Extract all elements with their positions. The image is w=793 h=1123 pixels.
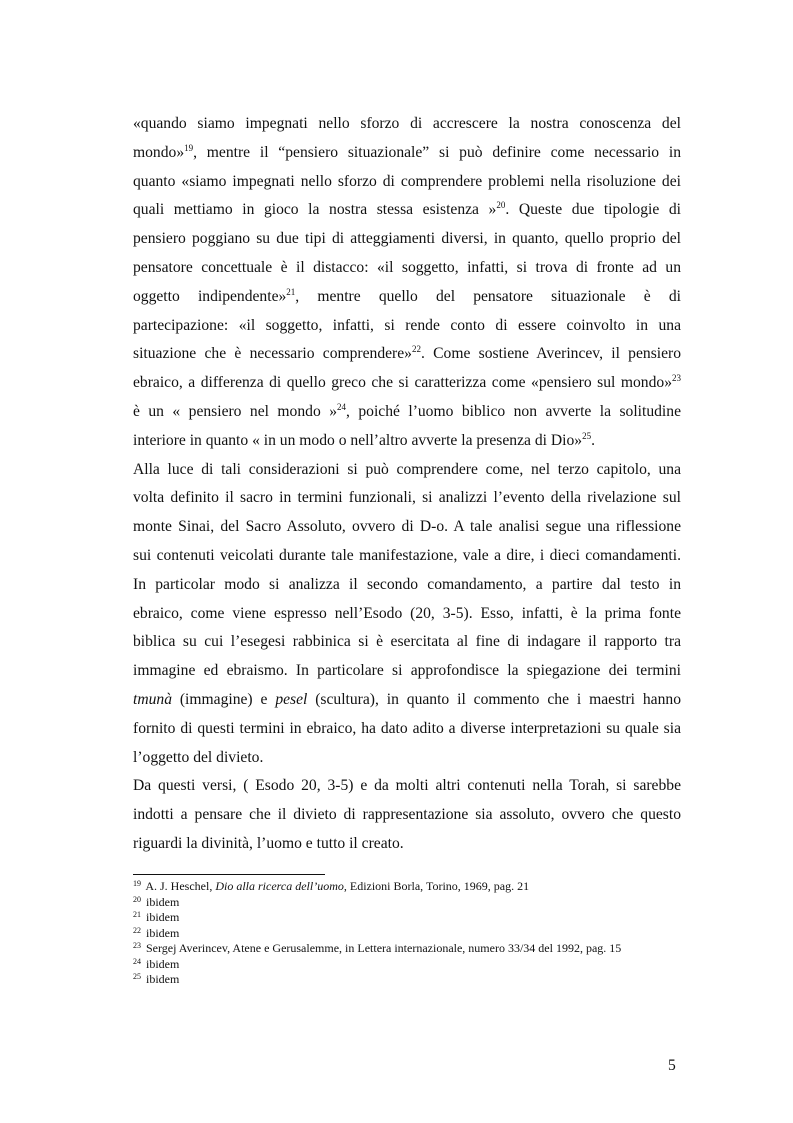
book-title: Dio alla ricerca dell’uomo xyxy=(215,879,344,893)
text-line: l’oggetto del divieto. xyxy=(133,748,264,766)
footnote: $^{24}$ ibidem xyxy=(133,956,180,971)
text-line: pensatore concettuale è il distacco: «il soggetto, infatti, si trova di fronte ad un xyxy=(133,258,681,276)
text-line: volta definito il sacro in termini funzionali, si analizzi l’evento della rivelazione sul xyxy=(133,489,681,507)
footnote: $^{19}$ A. J. Heschel, Dio alla ricerca dell’uomo, Edizioni Borla, Torino, 1969, pag. 21 xyxy=(133,879,530,893)
text-line: immagine ed ebraismo. In particolare si approfondisce la spiegazione dei termini xyxy=(133,662,681,680)
footnote: $^{23}$ Sergej Averincev, Atene e Gerusalemme, in Lettera internazionale, numero 33/34 del 1992, pag. 15 xyxy=(133,941,622,955)
footnote-ref[interactable]: 25 xyxy=(582,430,592,441)
text-line: riguardi la divinità, l’uomo e tutto il creato. xyxy=(133,834,404,852)
paragraph-3 xyxy=(133,772,681,858)
paragraph-2 xyxy=(133,456,681,773)
footnote-ref[interactable]: 20 xyxy=(496,200,506,211)
footnote-ref[interactable]: 23 xyxy=(672,373,681,384)
text-line: indotti a pensare che il divieto di rappresentazione sia assoluto, ovvero che questo xyxy=(133,806,681,824)
text-line: «quando siamo impegnati nello sforzo di accrescere la nostra conoscenza del xyxy=(133,115,681,132)
text-line: Da questi versi, ( Esodo 20, 3-5) e da molti altri contenuti nella Torah, si sarebbe xyxy=(133,777,681,795)
footnote: $^{21}$ ibidem xyxy=(133,910,180,924)
footnote-separator xyxy=(133,874,325,875)
text-line: ebraico, come viene espresso nell’Esodo (20, 3-5). Esso, infatti, è la prima fonte xyxy=(133,604,681,622)
text-line: In particolar modo si analizza il secondo comandamento, a partire dal testo in xyxy=(133,575,681,593)
text-line: quali mettiamo in gioco la nostra stessa esistenza »$^{20}$. Queste due tipologie di xyxy=(133,200,681,219)
text-line: ebraico, a differenza di quello greco che si caratterizza come «pensiero sul mondo»$^{23}$ xyxy=(133,373,681,392)
text-line: quanto «siamo impegnati nello sforzo di comprendere problemi nella risoluzione dei xyxy=(133,172,681,190)
text-line: fornito di questi termini in ebraico, ha dato adito a diverse interpretazioni su quale sia xyxy=(133,719,681,737)
footnote-ref[interactable]: 24 xyxy=(337,401,346,412)
footnote-ref[interactable]: 21 xyxy=(286,286,296,297)
text-line: situazione che è necessario comprendere»$^{22}$. Come sostiene Averincev, il pensiero xyxy=(133,344,682,363)
text-line: oggetto indipendente»$^{21}$, mentre quello del pensatore situazionale è di xyxy=(133,286,681,305)
page-number: 5 xyxy=(668,1057,676,1074)
footnote-ref[interactable]: 19 xyxy=(184,142,194,153)
text-line: partecipazione: «il soggetto, infatti, si rende conto di essere coinvolto in una xyxy=(133,316,681,334)
text-line: sui contenuti veicolati durante tale manifestazione, vale a dire, i dieci comandamenti. xyxy=(133,546,681,564)
footnote: $^{25}$ ibidem xyxy=(133,972,180,986)
text-line: pensiero poggiano su due tipi di atteggiamenti diversi, in quanto, quello proprio del xyxy=(133,230,681,248)
footnote: $^{20}$ ibidem xyxy=(133,894,180,909)
text-line: monte Sinai, del Sacro Assoluto, ovvero di D-o. A tale analisi segue una riflessione xyxy=(133,518,681,536)
footnote: $^{22}$ ibidem xyxy=(133,925,180,940)
paragraph-1 xyxy=(133,110,681,456)
footnote-ref[interactable]: 22 xyxy=(411,344,421,355)
footnotes xyxy=(133,879,693,988)
body-text xyxy=(133,110,681,859)
text-line: interiore in quanto « in un modo o nell’altro avverte la presenza di Dio»$^{25}$. xyxy=(133,430,595,449)
text-line: Alla luce di tali considerazioni si può comprendere come, nel terzo capitolo, una xyxy=(133,460,681,478)
term-tmuna: tmunà xyxy=(133,690,172,708)
text-line: è un « pensiero nel mondo »$^{24}$, poiché l’uomo biblico non avverte la solitudine xyxy=(133,401,681,420)
text-line: biblica su cui l’esegesi rabbinica si è esercitata al fine di indagare il rapporto tra xyxy=(133,633,681,651)
text-line: tmunà (immagine) e pesel (scultura), in quanto il commento che i maestri hanno xyxy=(133,690,681,708)
term-pesel: pesel xyxy=(275,690,308,708)
text-line: mondo»$^{19}$, mentre il “pensiero situazionale” si può definire come necessario in xyxy=(133,142,681,161)
